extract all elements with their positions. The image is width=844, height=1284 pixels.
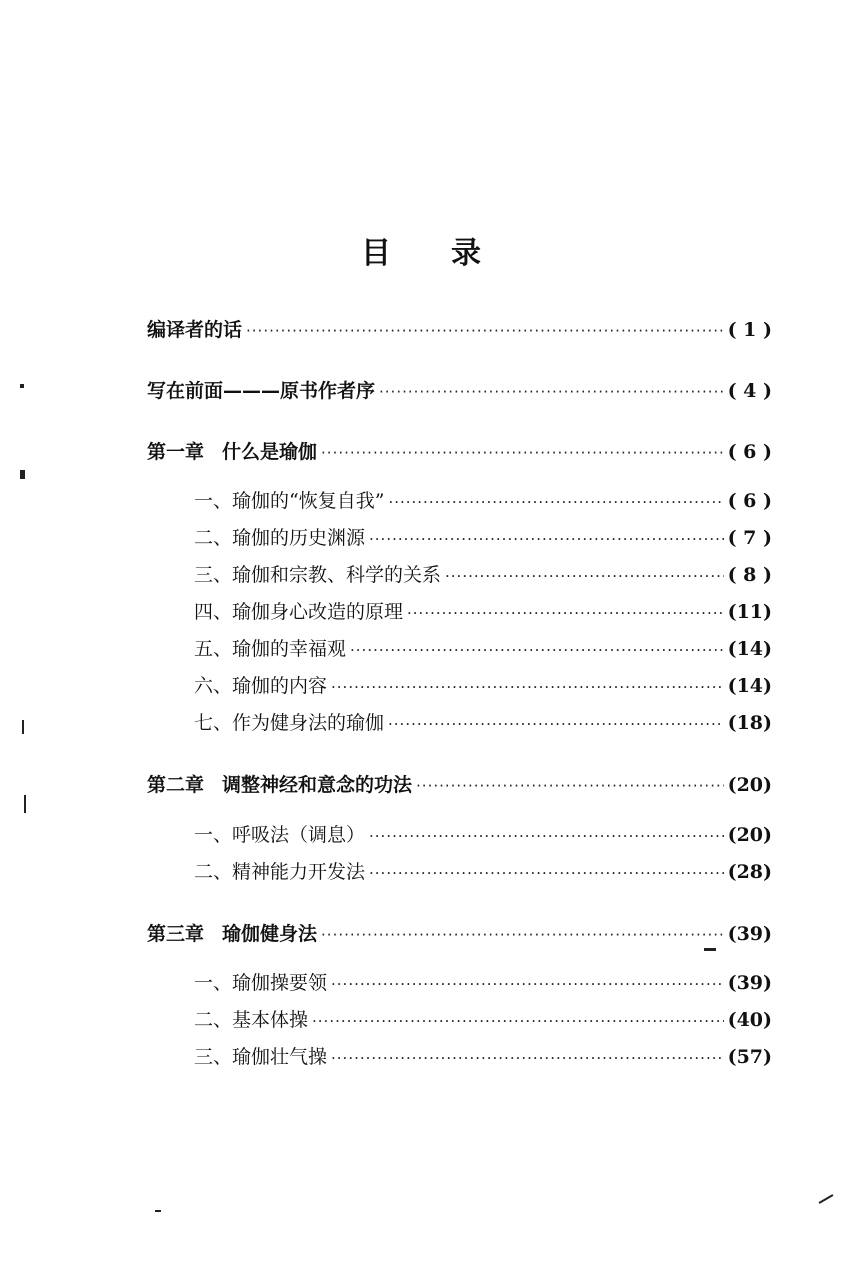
dot-leader <box>379 377 724 407</box>
toc-entry-label: 四、瑜伽身心改造的原理 <box>194 601 404 623</box>
toc-page-number: (14) <box>727 675 772 697</box>
toc-entry-label: 二、瑜伽的历史渊源 <box>194 527 366 549</box>
toc-page-number: (39) <box>727 923 772 945</box>
toc-entry-label: 瑜伽健身法 <box>222 923 318 945</box>
toc-entry-label: 一、瑜伽的“恢复自我” <box>194 490 385 512</box>
toc-section[interactable] <box>194 523 772 553</box>
toc-section[interactable] <box>194 486 772 516</box>
scan-speck <box>20 470 25 479</box>
dot-leader <box>388 487 723 517</box>
dot-leader <box>331 1043 724 1073</box>
toc-entry-label: 编译者的话 <box>147 319 243 341</box>
dot-leader <box>321 438 724 468</box>
toc-entry-author-preface[interactable] <box>147 376 772 406</box>
dot-leader <box>321 920 724 950</box>
toc-entry-label: 一、呼吸法（调息） <box>194 824 366 846</box>
dot-leader <box>350 635 724 665</box>
toc-entry-label: 五、瑜伽的幸福观 <box>194 638 347 660</box>
title-char-2: 录 <box>451 236 483 271</box>
dot-leader <box>331 969 724 999</box>
dot-leader <box>369 821 724 851</box>
dot-leader <box>246 316 724 346</box>
toc-entry-label: 三、瑜伽壮气操 <box>194 1046 328 1068</box>
toc-section[interactable] <box>194 1005 772 1035</box>
toc-page-number: (18) <box>727 712 772 734</box>
toc-entry-translator-note[interactable] <box>147 315 772 345</box>
toc-page-number: ( 4 ) <box>727 380 772 402</box>
toc-page-number: (39) <box>727 972 772 994</box>
toc-chapter-2[interactable] <box>147 770 772 800</box>
toc-entry-label: 七、作为健身法的瑜伽 <box>194 712 385 734</box>
toc-page-number: (57) <box>727 1046 772 1068</box>
chapter-number: 第一章 <box>147 441 205 463</box>
scan-speck <box>704 948 716 951</box>
toc-page-number: (14) <box>727 638 772 660</box>
toc-section[interactable] <box>194 560 772 590</box>
toc-page-number: ( 8 ) <box>727 564 772 586</box>
title-char-1: 目 <box>361 236 393 271</box>
toc-page-number: (40) <box>727 1009 772 1031</box>
toc-entry-label: 一、瑜伽操要领 <box>194 972 328 994</box>
toc-entry-label: 什么是瑜伽 <box>222 441 318 463</box>
toc-entry-label: 三、瑜伽和宗教、科学的关系 <box>194 564 442 586</box>
toc-chapter-1[interactable] <box>147 437 772 467</box>
toc-section[interactable] <box>194 597 772 627</box>
dot-leader <box>331 672 724 702</box>
toc-page-number: ( 1 ) <box>727 319 772 341</box>
dot-leader <box>407 598 724 628</box>
dot-leader <box>416 771 724 801</box>
toc-entry-label: 二、基本体操 <box>194 1009 309 1031</box>
toc-page-number: (20) <box>727 774 772 796</box>
dot-leader <box>445 561 724 591</box>
dot-leader <box>388 709 724 739</box>
toc-chapter-3[interactable] <box>147 919 772 949</box>
toc-section[interactable] <box>194 968 772 998</box>
toc-section[interactable] <box>194 634 772 664</box>
toc-page-number: (28) <box>727 861 772 883</box>
scan-speck <box>22 720 24 734</box>
toc-section[interactable] <box>194 820 772 850</box>
toc-section[interactable] <box>194 671 772 701</box>
scan-speck <box>24 795 26 813</box>
toc-page-number: ( 7 ) <box>727 527 772 549</box>
dot-leader <box>369 858 724 888</box>
toc-section[interactable] <box>194 708 772 738</box>
toc-entry-label: 二、精神能力开发法 <box>194 861 366 883</box>
dot-leader <box>369 524 724 554</box>
toc-page-number: (11) <box>727 601 772 623</box>
scan-speck <box>20 384 24 388</box>
toc-entry-label: 调整神经和意念的功法 <box>222 774 413 796</box>
dot-leader <box>312 1006 724 1036</box>
toc-section[interactable] <box>194 1042 772 1072</box>
chapter-number: 第二章 <box>147 774 205 796</box>
toc-entry-label: 写在前面———原书作者序 <box>147 380 376 402</box>
toc-page-number: ( 6 ) <box>727 490 772 512</box>
scan-speck <box>155 1210 161 1212</box>
toc-page-number: (20) <box>727 824 772 846</box>
toc-page-number: ( 6 ) <box>727 441 772 463</box>
toc-entry-label: 六、瑜伽的内容 <box>194 675 328 697</box>
toc-section[interactable] <box>194 857 772 887</box>
chapter-number: 第三章 <box>147 923 205 945</box>
